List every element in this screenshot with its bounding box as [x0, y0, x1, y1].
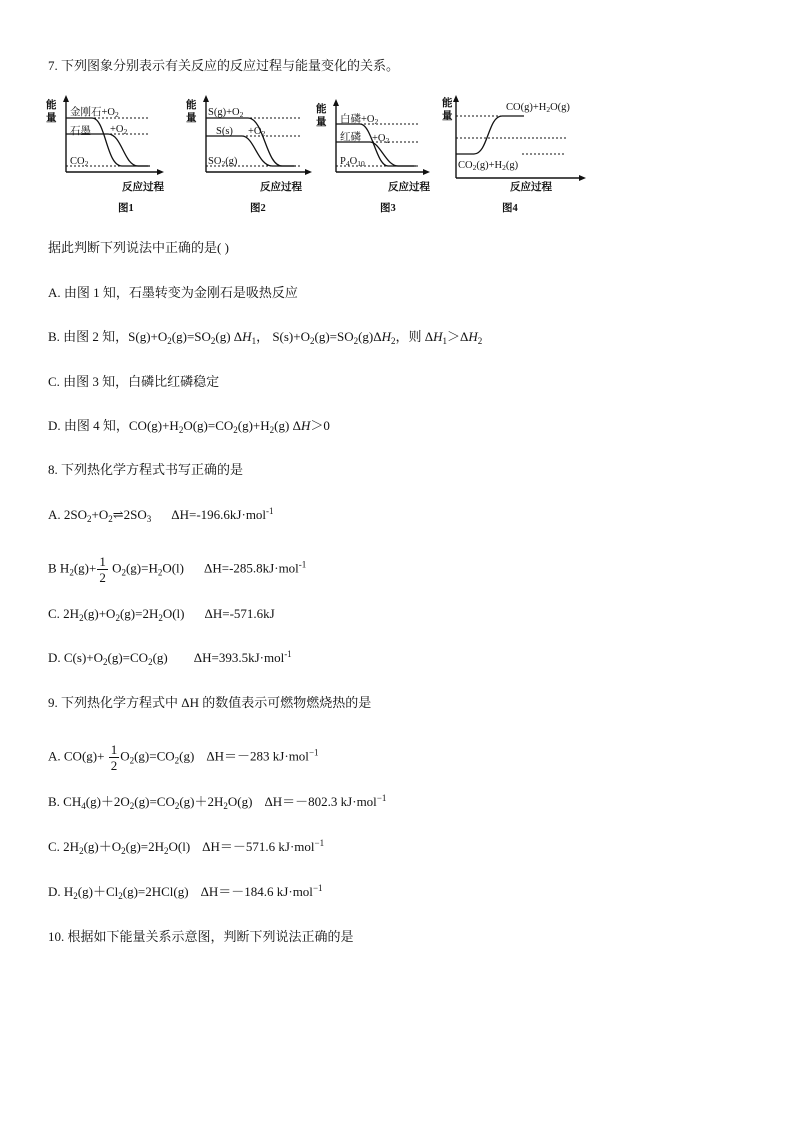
fig1-caption: 图1: [118, 203, 134, 214]
figure-4: [440, 94, 590, 220]
fig2-x-arrow: [305, 169, 312, 175]
fig1-xlabel: 反应过程: [122, 182, 164, 193]
q8-option-a: A. $2SO_2+O_2\rightleftharpoons 2SO_3$ ΔH=-196.6kJ·mol$^{-1}$: [48, 506, 274, 524]
q8-stem: 8. 下列热化学方程式书写正确的是: [48, 462, 244, 477]
fig2-bottom-label: SO2(g): [208, 156, 238, 168]
fig1-mid-label: 石墨: [70, 126, 91, 137]
fig4-x-arrow: [579, 175, 586, 181]
fig2-mid-suffix: +O2: [248, 126, 266, 138]
fig4-xlabel: 反应过程: [510, 182, 552, 193]
q7-option-a: A. 由图 1 知，石墨转变为金刚石是吸热反应: [48, 285, 298, 300]
fig4-curve: [456, 116, 524, 154]
fig1-y-arrow: [63, 95, 69, 102]
fig2-top-label: S(g)+O2: [208, 107, 244, 119]
fig1-ylabel-1: 能: [46, 100, 57, 111]
fig2-xlabel: 反应过程: [260, 182, 302, 193]
fig3-mid-suffix: +O2: [372, 133, 390, 145]
fig1-ylabel-2: 量: [46, 113, 57, 124]
fig3-bottom-label: P4O10: [340, 156, 365, 168]
q9a-fraction: $\frac{1}{2}$: [110, 742, 118, 773]
fig4-top-label: CO(g)+H2O(g): [506, 102, 570, 114]
q7-option-b: B. 由图 2 知，$S(g)+O_2(g)=SO_2(g)$ $\Delta H_1$， $S(s)+O_2(g)=SO_2(g)\Delta H_2$，则 $\Delta H_1>\Delta H_2$: [48, 329, 483, 346]
fig4-bottom-label: CO2(g)+H2(g): [458, 160, 519, 172]
q9-option-b: B. $CH_4(g)+2O_2(g)=CO_2(g)+2H_2O(g)$ ΔH＝－802.3 kJ·mol$^{-1}$: [48, 793, 387, 811]
q9-stem: 9. 下列热化学方程式中 ΔH 的数值表示可燃物燃烧热的是: [48, 695, 372, 710]
fig3-mid-label: 红磷: [340, 132, 361, 143]
fig2-caption: 图2: [250, 203, 266, 214]
fig1-top-label: 金刚石+O2: [70, 107, 119, 119]
fig1-x-arrow: [157, 169, 164, 175]
fig3-caption: 图3: [380, 203, 396, 214]
q7-intro: 据此判断下列说法中正确的是( ): [48, 240, 229, 255]
fig4-ylabel-1: 能: [442, 98, 453, 109]
fig3-xlabel: 反应过程: [388, 182, 430, 193]
fig2-y-arrow: [203, 95, 209, 102]
q8b-fraction: $\frac{1}{2}$: [99, 554, 106, 585]
q7-option-d: D. 由图 4 知，$CO(g)+H_2O(g)=CO_2(g)+H_2(g)$ ΔH＞0: [48, 418, 330, 435]
q10-stem: 10. 根据如下能量关系示意图，判断下列说法正确的是: [48, 929, 354, 944]
fig3-ylabel-1: 能: [316, 104, 327, 115]
fig4-caption: 图4: [502, 203, 518, 214]
q8-option-d: D. $C(s)+O_2(g)=CO_2(g)$ ΔH=393.5kJ·mol$^{-1}$: [48, 649, 292, 667]
figure-1: [44, 94, 164, 220]
fig1-bottom-label: CO2: [70, 156, 89, 168]
q8-option-b: B $H_2(g)+$ $\frac{1}{2}$ $O_2(g)=H_2O(l)$ ΔH=-285.8kJ·mol$^{-1}$: [48, 554, 307, 585]
fig1-mid-suffix: +O2: [110, 124, 128, 136]
fig2-ylabel-1: 能: [186, 100, 197, 111]
fig3-y-arrow: [333, 99, 339, 106]
figure-2: [184, 94, 314, 220]
q9-option-d: D. $H_2(g)+Cl_2(g)=2HCl(g)$ ΔH＝－184.6 kJ·mol$^{-1}$: [48, 883, 323, 901]
q9-option-c: C. $2H_2(g)+O_2(g)=2H_2O(l)$ ΔH＝－571.6 kJ·mol$^{-1}$: [48, 838, 325, 856]
q9-option-a: A. CO(g)+ $\frac{1}{2}$ $O_2(g)=CO_2(g)$ ΔH＝－283 kJ·mol$^{-1}$: [48, 742, 319, 773]
fig3-x-arrow: [423, 169, 430, 175]
fig4-y-arrow: [453, 95, 459, 102]
fig3-top-label: 白磷+O2: [340, 114, 379, 126]
q8-option-c: C. $2H_2(g)+O_2(g)=2H_2O(l)$ ΔH=-571.6kJ: [48, 606, 275, 623]
q7-stem: 7. 下列图象分别表示有关反应的反应过程与能量变化的关系。: [48, 58, 400, 73]
fig2-mid-label: S(s): [216, 126, 233, 137]
q7-option-c: C. 由图 3 知，白磷比红磷稳定: [48, 374, 220, 389]
fig4-ylabel-2: 量: [442, 111, 453, 122]
fig2-ylabel-2: 量: [186, 113, 197, 124]
figure-3: [314, 94, 434, 220]
energy-diagrams: [44, 94, 604, 220]
fig3-ylabel-2: 量: [316, 117, 327, 128]
